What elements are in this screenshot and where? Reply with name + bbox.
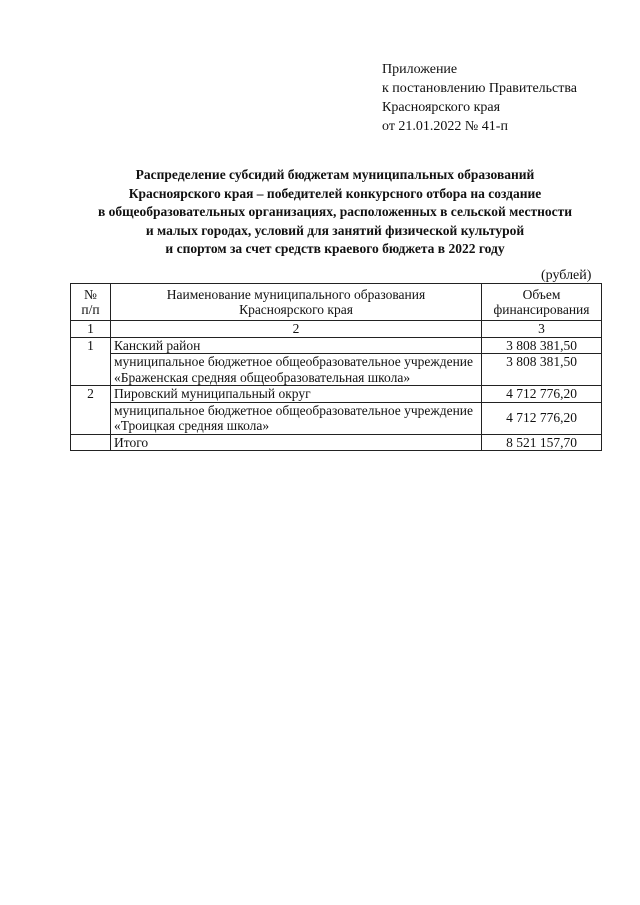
column-index: 2: [111, 321, 482, 338]
table-row-district: [71, 337, 602, 354]
district-amount: 4 712 776,20: [482, 386, 602, 403]
table-row-district: [71, 386, 602, 403]
header-amount: Объем финансирования: [482, 284, 602, 321]
title-line: и спортом за счет средств краевого бюджета в 2022 году: [165, 241, 505, 256]
table-row-school: [71, 354, 602, 386]
table-header-row: [71, 284, 602, 321]
appendix-line: к постановлению Правительства: [382, 81, 578, 96]
subsidy-table: [70, 283, 602, 451]
appendix-line: Приложение: [382, 62, 458, 77]
row-number: 1: [71, 337, 111, 386]
document-title: [60, 166, 610, 259]
appendix-line: Красноярского края: [382, 100, 501, 115]
total-amount: 8 521 157,70: [482, 434, 602, 451]
currency-unit: (рублей): [541, 268, 592, 283]
appendix-block: [382, 60, 577, 136]
title-line: и малых городах, условий для занятий физической культурой: [145, 222, 525, 238]
header-number: № п/п: [71, 284, 111, 321]
title-line: Распределение субсидий бюджетам муниципальных образований: [135, 167, 535, 182]
header-name: Наименование муниципального образования Красноярского края: [111, 284, 482, 321]
total-label: Итого: [111, 434, 482, 451]
table-row-total: [71, 434, 602, 451]
appendix-date-number: от 21.01.2022 № 41-п: [382, 119, 508, 134]
title-line: в общеобразовательных организациях, расположенных в сельской местности: [97, 204, 573, 219]
table-row-school: [71, 402, 602, 434]
title-line: Красноярского края – победителей конкурсного отбора на создание: [128, 185, 542, 201]
total-empty-cell: [71, 434, 111, 451]
district-amount: 3 808 381,50: [482, 337, 602, 354]
row-number: 2: [71, 386, 111, 435]
school-amount: 3 808 381,50: [482, 354, 602, 386]
school-amount: 4 712 776,20: [482, 402, 602, 434]
school-name: муниципальное бюджетное общеобразовательное учреждение «Троицкая средняя школа»: [111, 402, 482, 434]
column-index: 1: [71, 321, 111, 338]
column-index: 3: [482, 321, 602, 338]
district-name: Пировский муниципальный округ: [111, 386, 482, 403]
school-name: муниципальное бюджетное общеобразовательное учреждение «Браженская средняя общеобразовательная школа»: [111, 354, 482, 386]
district-name: Канский район: [111, 337, 482, 354]
column-index-row: [71, 321, 602, 338]
